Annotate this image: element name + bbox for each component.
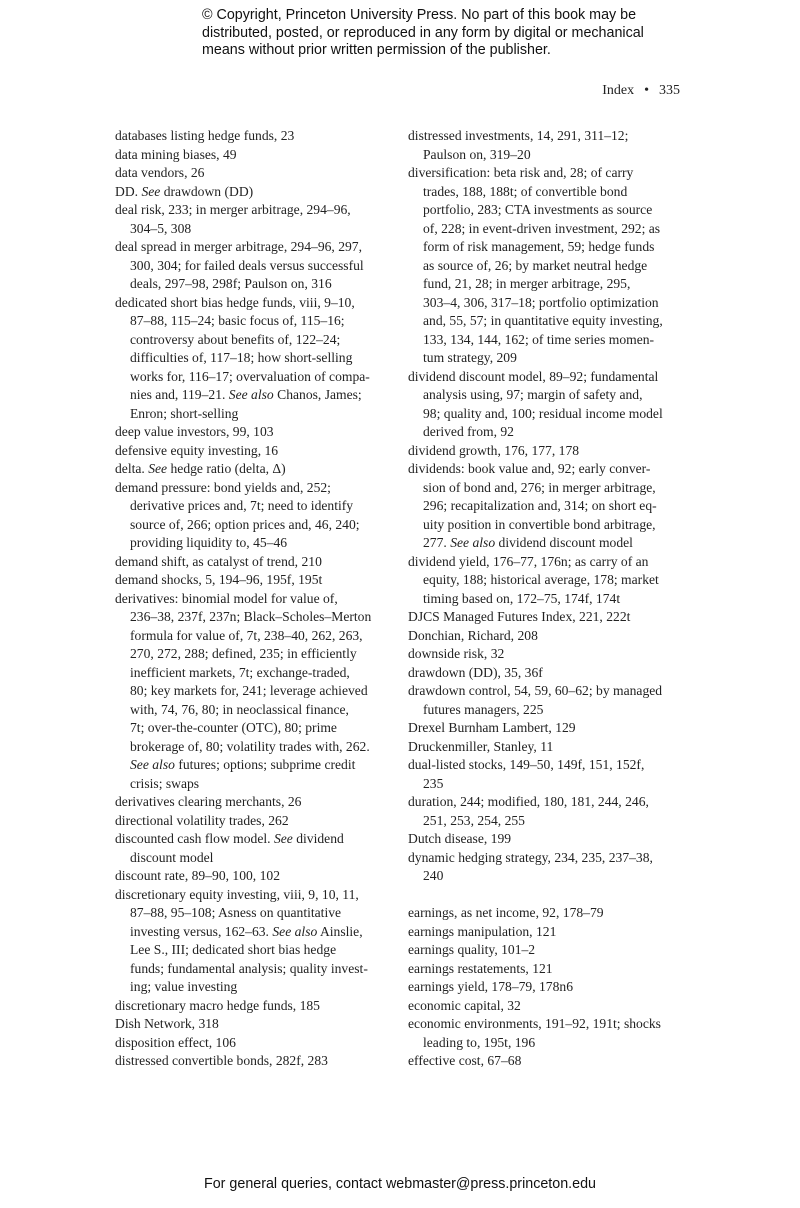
entry-text: sion of bond and, 276; in merger arbitrage, <box>423 479 656 495</box>
entry-text: earnings restatements, 121 <box>408 960 553 976</box>
index-entry-heading <box>408 127 688 146</box>
index-entry-heading <box>408 997 688 1016</box>
index-entry-continuation <box>115 978 395 997</box>
index-entry <box>408 997 688 1016</box>
entry-text: as source of, 26; by market neutral hedge <box>423 257 648 273</box>
index-entry <box>115 201 395 238</box>
index-entry-continuation <box>115 534 395 553</box>
index-entry-continuation <box>408 349 688 368</box>
entry-text: discretionary macro hedge funds, 185 <box>115 997 320 1013</box>
index-entry <box>408 368 688 442</box>
index-entry-continuation <box>115 775 395 794</box>
entry-text: Dutch disease, 199 <box>408 831 512 846</box>
index-entry-continuation <box>408 183 688 202</box>
index-entry-heading <box>408 682 688 701</box>
index-entry-heading <box>115 997 395 1016</box>
index-entry <box>408 719 688 738</box>
index-entry <box>115 886 395 997</box>
separator: • <box>644 83 649 98</box>
entry-text: disposition effect, 106 <box>115 1034 236 1050</box>
index-entry <box>115 479 395 553</box>
footer-contact: For general queries, contact webmaster@press.princeton.edu <box>204 1176 596 1192</box>
entry-text: economic capital, 32 <box>408 997 521 1013</box>
entry-text: dividend discount model <box>495 535 633 550</box>
index-entry-continuation <box>408 386 688 405</box>
entry-text: discounted cash flow model. <box>115 831 274 846</box>
letter-group-gap <box>408 886 688 905</box>
entry-text: diversification: beta risk and, 28; of carry <box>408 165 634 180</box>
entry-text: analysis using, 97; margin of safety and, <box>423 387 643 402</box>
index-entry-heading <box>408 960 688 979</box>
entry-text: economic environments, 191–92, 191t; shocks <box>408 1016 661 1031</box>
index-entry <box>408 164 688 368</box>
cross-reference-label: See also <box>450 535 496 550</box>
entry-text: earnings manipulation, 121 <box>408 923 557 939</box>
entry-text: discount model <box>130 849 214 865</box>
entry-text: demand pressure: bond yields and, 252; <box>115 479 331 495</box>
entry-text: providing liquidity to, 45–46 <box>130 535 288 550</box>
index-entry-heading <box>408 1015 688 1034</box>
entry-text: derivatives: binomial model for value of, <box>115 590 338 606</box>
index-entry <box>115 127 395 146</box>
entry-text: earnings yield, 178–79, 178n6 <box>408 979 573 994</box>
entry-text: with, 74, 76, 80; in neoclassical finance, <box>130 701 349 717</box>
running-head <box>602 83 680 99</box>
entry-text: demand shocks, 5, 194–96, 195f, 195t <box>115 572 323 587</box>
entry-text: 87–88, 95–108; Asness on quantitative <box>130 905 342 920</box>
cross-reference-label: See <box>273 831 293 846</box>
index-entry-heading <box>408 645 688 664</box>
index-entry <box>408 627 688 646</box>
index-entry-heading <box>115 460 395 479</box>
entry-text: inefficient markets, 7t; exchange-traded, <box>130 664 350 680</box>
index-entry-heading <box>115 146 395 165</box>
index-entry-continuation <box>408 405 688 424</box>
entry-text: Dish Network, 318 <box>115 1016 219 1031</box>
index-entry <box>408 645 688 664</box>
entry-text: duration, 244; modified, 180, 181, 244, 246, <box>408 794 649 809</box>
index-entry-heading <box>408 904 688 923</box>
index-entry <box>115 164 395 183</box>
entry-text: DD. <box>115 183 142 199</box>
index-entry-continuation <box>115 627 395 646</box>
index-entry-continuation <box>115 664 395 683</box>
index-entry <box>115 294 395 424</box>
entry-text: formula for value of, 7t, 238–40, 262, 263, <box>130 627 363 643</box>
index-entry <box>115 442 395 461</box>
index-entry-continuation <box>115 608 395 627</box>
entry-text: uity position in convertible bond arbitrage, <box>423 516 656 532</box>
index-entry-heading <box>408 793 688 812</box>
index-entry-heading <box>408 830 688 849</box>
entry-text: source of, 266; option prices and, 46, 240; <box>130 516 360 532</box>
entry-text: and, 55, 57; in quantitative equity investing, <box>423 313 663 328</box>
index-entry <box>408 849 688 886</box>
index-entry-heading <box>408 849 688 868</box>
entry-text: futures; options; subprime credit <box>174 757 356 772</box>
index-entry <box>115 1015 395 1034</box>
index-entry-continuation <box>408 1034 688 1053</box>
index-entry <box>408 127 688 164</box>
cross-reference-label: See <box>141 183 161 199</box>
index-entry-heading <box>408 442 688 461</box>
index-entry-heading <box>408 978 688 997</box>
entry-text: Enron; short-selling <box>130 405 239 421</box>
index-entry <box>408 830 688 849</box>
index-entry-continuation <box>408 312 688 331</box>
index-entry <box>115 571 395 590</box>
entry-text: data vendors, 26 <box>115 165 205 180</box>
index-entry-continuation <box>408 497 688 516</box>
entry-text: of, 228; in event-driven investment, 292; as <box>423 220 661 236</box>
index-entry <box>408 756 688 793</box>
index-entry-heading <box>408 368 688 387</box>
index-entry-continuation <box>115 497 395 516</box>
index-column-left <box>115 127 395 1071</box>
index-entry-continuation <box>115 756 395 775</box>
entry-text: derivative prices and, 7t; need to identify <box>130 498 354 513</box>
index-entry-continuation <box>115 941 395 960</box>
index-entry <box>408 738 688 757</box>
index-entry-continuation <box>408 201 688 220</box>
index-entry-heading <box>115 590 395 609</box>
index-entry-heading <box>408 164 688 183</box>
copyright-line: distributed, posted, or reproduced in any form by digital or mechanical <box>202 24 644 41</box>
index-entry-continuation <box>115 904 395 923</box>
entry-text: 270, 272, 288; defined, 235; in efficiently <box>130 646 357 661</box>
entry-text: downside risk, 32 <box>408 646 505 661</box>
cross-reference-label: See <box>148 461 168 476</box>
index-entry <box>115 146 395 165</box>
index-entry-continuation <box>115 516 395 535</box>
entry-text: effective cost, 67–68 <box>408 1053 522 1068</box>
index-entry-heading <box>115 886 395 905</box>
entry-text: deals, 297–98, 298f; Paulson on, 316 <box>130 276 332 291</box>
entry-text: controversy about benefits of, 122–24; <box>130 331 341 347</box>
index-entry-heading <box>408 460 688 479</box>
entry-text: distressed convertible bonds, 282f, 283 <box>115 1053 328 1068</box>
entry-text: Donchian, Richard, 208 <box>408 627 538 643</box>
index-entry-heading <box>115 238 395 257</box>
entry-text: dynamic hedging strategy, 234, 235, 237–38, <box>408 849 653 865</box>
index-entry-continuation <box>115 257 395 276</box>
index-entry <box>115 553 395 572</box>
index-entry <box>115 1052 395 1071</box>
index-entry-continuation <box>408 534 688 553</box>
index-entry-continuation <box>115 405 395 424</box>
index-entry-continuation <box>408 423 688 442</box>
entry-text: 87–88, 115–24; basic focus of, 115–16; <box>130 313 345 328</box>
index-entry-continuation <box>115 738 395 757</box>
entry-text: 236–38, 237f, 237n; Black–Scholes–Merton <box>130 609 372 624</box>
index-entry-heading <box>115 1034 395 1053</box>
copyright-notice <box>202 7 662 60</box>
index-entry-continuation <box>408 701 688 720</box>
entry-text: drawdown (DD), 35, 36f <box>408 664 543 680</box>
index-entry-continuation <box>115 719 395 738</box>
entry-text: investing versus, 162–63. <box>130 923 273 939</box>
entry-text: demand shift, as catalyst of trend, 210 <box>115 553 322 569</box>
cross-reference-label: See also <box>272 923 318 939</box>
entry-text: hedge ratio (delta, Δ) <box>167 461 286 476</box>
index-entry <box>115 812 395 831</box>
index-entry-continuation <box>408 516 688 535</box>
index-entry-heading <box>115 1015 395 1034</box>
entry-text: defensive equity investing, 16 <box>115 442 279 458</box>
entry-text: tum strategy, 209 <box>423 350 517 365</box>
entry-text: directional volatility trades, 262 <box>115 812 289 828</box>
index-entry-heading <box>115 127 395 146</box>
index-entry-continuation <box>115 368 395 387</box>
index-entry-heading <box>115 571 395 590</box>
entry-text: drawdown control, 54, 59, 60–62; by managed <box>408 683 663 698</box>
entry-text: 300, 304; for failed deals versus successful <box>130 257 364 273</box>
index-entry-continuation <box>115 386 395 405</box>
entry-text: delta. <box>115 461 149 476</box>
entry-text: works for, 116–17; overvaluation of compa- <box>130 368 370 384</box>
entry-text: 277. <box>423 535 451 550</box>
entry-text: Chanos, James; <box>273 387 362 402</box>
entry-text: discount rate, 89–90, 100, 102 <box>115 868 280 883</box>
index-entry-heading <box>115 479 395 498</box>
entry-text: funds; fundamental analysis; quality invest- <box>130 960 368 976</box>
entry-text: 304–5, 308 <box>130 220 192 236</box>
index-entry-continuation <box>115 682 395 701</box>
entry-text: trades, 188, 188t; of convertible bond <box>423 183 628 199</box>
entry-text: ing; value investing <box>130 979 238 994</box>
entry-text: drawdown (DD) <box>160 183 254 199</box>
cross-reference-label: See also <box>130 757 175 772</box>
index-entry <box>408 923 688 942</box>
page-number: 335 <box>659 83 680 98</box>
index-entry <box>408 682 688 719</box>
index-entry-heading <box>408 627 688 646</box>
entry-text: deal spread in merger arbitrage, 294–96, 297, <box>115 239 362 254</box>
entry-text: distressed investments, 14, 291, 311–12; <box>408 128 629 143</box>
index-entry-heading <box>115 867 395 886</box>
section-title: Index <box>602 83 635 98</box>
index-entry <box>115 460 395 479</box>
index-entry-heading <box>408 608 688 627</box>
entry-text: Drexel Burnham Lambert, 129 <box>408 720 576 735</box>
index-entry-continuation <box>408 257 688 276</box>
entry-text: dividend <box>292 831 344 846</box>
index-entry-continuation <box>408 275 688 294</box>
entry-text: earnings, as net income, 92, 178–79 <box>408 905 604 920</box>
index-entry <box>408 793 688 830</box>
index-entry-continuation <box>115 960 395 979</box>
index-entry-continuation <box>115 923 395 942</box>
index-entry-heading <box>408 756 688 775</box>
index-entry-continuation <box>408 571 688 590</box>
entry-text: leading to, 195t, 196 <box>423 1034 536 1050</box>
index-entry-heading <box>408 941 688 960</box>
copyright-line: © Copyright, Princeton University Press. No part of this book may be <box>202 7 637 23</box>
entry-text: fund, 21, 28; in merger arbitrage, 295, <box>423 276 631 291</box>
entry-text: 98; quality and, 100; residual income model <box>423 405 663 421</box>
entry-text: DJCS Managed Futures Index, 221, 222t <box>408 609 631 624</box>
entry-text: brokerage of, 80; volatility trades with, 262. <box>130 738 370 754</box>
index-entry-heading <box>115 442 395 461</box>
index-entry <box>115 238 395 294</box>
entry-text: earnings quality, 101–2 <box>408 942 536 957</box>
entry-text: 235 <box>423 775 444 791</box>
index-entry-continuation <box>115 645 395 664</box>
entry-text: 303–4, 306, 317–18; portfolio optimization <box>423 294 659 310</box>
index-entry-continuation <box>408 146 688 165</box>
index-entry <box>115 590 395 794</box>
index-entry-heading <box>115 183 395 202</box>
entry-text: form of risk management, 59; hedge funds <box>423 239 655 254</box>
entry-text: Paulson on, 319–20 <box>423 146 531 162</box>
index-entry-heading <box>408 1052 688 1071</box>
index-entry-continuation <box>115 331 395 350</box>
entry-text: discretionary equity investing, viii, 9, 10, 11, <box>115 886 359 902</box>
entry-text: deep value investors, 99, 103 <box>115 424 274 439</box>
entry-text: 240 <box>423 868 444 883</box>
entry-text: difficulties of, 117–18; how short-selling <box>130 350 353 365</box>
entry-text: crisis; swaps <box>130 775 200 791</box>
entry-text: 296; recapitalization and, 314; on short eq- <box>423 498 657 513</box>
entry-text: 80; key markets for, 241; leverage achieved <box>130 683 368 698</box>
index-entry-continuation <box>408 775 688 794</box>
entry-text: deal risk, 233; in merger arbitrage, 294–96, <box>115 202 351 217</box>
entry-text: 251, 253, 254, 255 <box>423 812 525 828</box>
index-entry-heading <box>408 923 688 942</box>
index-column-right <box>408 127 688 1071</box>
entry-text: derivatives clearing merchants, 26 <box>115 794 302 809</box>
cross-reference-label: See also <box>228 387 274 402</box>
index-entry-heading <box>115 553 395 572</box>
entry-text: timing based on, 172–75, 174f, 174t <box>423 590 621 606</box>
entry-text: dedicated short bias hedge funds, viii, 9–10, <box>115 294 355 310</box>
entry-text: Druckenmiller, Stanley, 11 <box>408 738 554 754</box>
index-entry-continuation <box>408 590 688 609</box>
index-entry-continuation <box>115 849 395 868</box>
index-entry-heading <box>115 1052 395 1071</box>
entry-text: dividends: book value and, 92; early conver- <box>408 461 651 476</box>
index-entry <box>115 793 395 812</box>
index-entry-continuation <box>115 275 395 294</box>
index-entry <box>408 904 688 923</box>
entry-text: dual-listed stocks, 149–50, 149f, 151, 152f, <box>408 757 645 772</box>
index-entry-heading <box>115 423 395 442</box>
entry-text: dividend yield, 176–77, 176n; as carry of an <box>408 553 649 569</box>
index-entry <box>408 978 688 997</box>
index-entry <box>408 460 688 553</box>
index-entry <box>408 553 688 609</box>
index-entry-continuation <box>115 349 395 368</box>
index-entry-heading <box>408 553 688 572</box>
index-entry-heading <box>115 201 395 220</box>
entry-text: 133, 134, 144, 162; of time series momen- <box>423 331 655 347</box>
index-entry <box>115 183 395 202</box>
entry-text: data mining biases, 49 <box>115 146 237 162</box>
index-entry-continuation <box>408 812 688 831</box>
index-entry-heading <box>115 294 395 313</box>
index-entry-heading <box>408 738 688 757</box>
index-entry <box>115 867 395 886</box>
index-entry <box>408 1052 688 1071</box>
index-entry <box>115 1034 395 1053</box>
index-entry-continuation <box>408 479 688 498</box>
index-entry <box>408 941 688 960</box>
index-entry <box>408 442 688 461</box>
entry-text: databases listing hedge funds, 23 <box>115 128 295 143</box>
index-entry-continuation <box>115 312 395 331</box>
entry-text: portfolio, 283; CTA investments as source <box>423 202 653 217</box>
entry-text: dividend growth, 176, 177, 178 <box>408 442 580 458</box>
index-entry <box>408 1015 688 1052</box>
entry-text: derived from, 92 <box>423 424 514 439</box>
entry-text: nies and, 119–21. <box>130 387 229 402</box>
entry-text: 7t; over-the-counter (OTC), 80; prime <box>130 720 337 735</box>
index-entry-heading <box>115 830 395 849</box>
entry-text: Lee S., III; dedicated short bias hedge <box>130 942 337 957</box>
index-entry-heading <box>115 793 395 812</box>
index-entry-continuation <box>115 701 395 720</box>
index-entry <box>408 664 688 683</box>
index-entry-continuation <box>408 331 688 350</box>
index-entry-continuation <box>408 238 688 257</box>
index-entry-continuation <box>115 220 395 239</box>
index-entry-continuation <box>408 294 688 313</box>
index-entry <box>408 960 688 979</box>
index-entry-heading <box>408 719 688 738</box>
index-entry-heading <box>115 812 395 831</box>
index-entry-continuation <box>408 867 688 886</box>
index-entry <box>408 608 688 627</box>
index-entry-heading <box>408 664 688 683</box>
index-entry <box>115 997 395 1016</box>
index-entry-continuation <box>408 220 688 239</box>
index-entry-heading <box>115 164 395 183</box>
copyright-line: means without prior written permission of the publisher. <box>202 42 551 58</box>
entry-text: equity, 188; historical average, 178; market <box>423 572 659 587</box>
entry-text: Ainslie, <box>317 923 363 939</box>
entry-text: dividend discount model, 89–92; fundamental <box>408 368 659 384</box>
index-entry <box>115 423 395 442</box>
index-entry <box>115 830 395 867</box>
entry-text: futures managers, 225 <box>423 701 544 717</box>
